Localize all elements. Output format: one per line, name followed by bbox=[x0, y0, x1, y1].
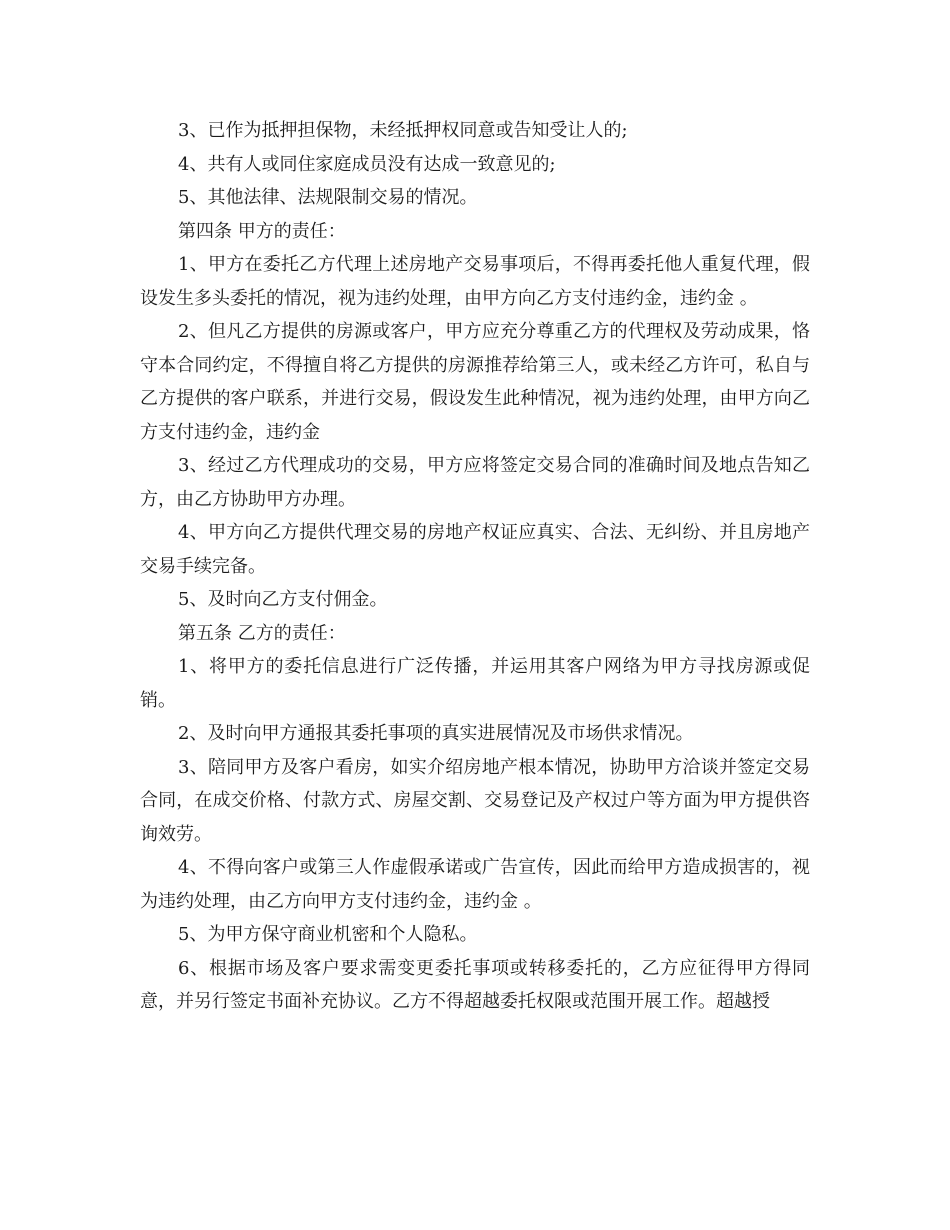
paragraph-party-b-6: 6、根据市场及客户要求需变更委托事项或转移委托的，乙方应征得甲方得同意，并另行签定书面补充协议。乙方不得超越委托权限或范围开展工作。超越授 bbox=[140, 957, 810, 1012]
section-heading-article-5: 第五条 乙方的责任： bbox=[178, 622, 346, 644]
section-heading-article-4: 第四条 甲方的责任： bbox=[178, 220, 346, 242]
paragraph-item-5: 5、其他法律、法规限制交易的情况。 bbox=[178, 187, 478, 208]
paragraph-party-a-4: 4、甲方向乙方提供代理交易的房地产权证应真实、合法、无纠纷、并且房地产交易手续完备。 bbox=[140, 522, 810, 577]
paragraph-party-b-3: 3、陪同甲方及客户看房，如实介绍房地产根本情况，协助甲方洽谈并签定交易合同，在成交价格、付款方式、房屋交割、交易登记及产权过户等方面为甲方提供咨询效劳。 bbox=[140, 756, 810, 845]
document-body bbox=[140, 114, 810, 1019]
paragraph-party-a-1: 1、甲方在委托乙方代理上述房地产交易事项后，不得再委托他人重复代理，假设发生多头委托的情况，视为违约处理，由甲方向乙方支付违约金，违约金 。 bbox=[140, 254, 810, 309]
paragraph-item-3: 3、已作为抵押担保物，未经抵押权同意或告知受让人的; bbox=[178, 120, 628, 141]
paragraph-party-a-3: 3、经过乙方代理成功的交易，甲方应将签定交易合同的准确时间及地点告知乙方，由乙方协助甲方办理。 bbox=[140, 455, 810, 510]
paragraph-party-b-2: 2、及时向甲方通报其委托事项的真实进展情况及市场供求情况。 bbox=[178, 723, 694, 744]
paragraph-party-b-4: 4、不得向客户或第三人作虚假承诺或广告宣传，因此而给甲方造成损害的，视为违约处理，由乙方向甲方支付违约金，违约金 。 bbox=[140, 857, 810, 912]
paragraph-party-b-1: 1、将甲方的委托信息进行广泛传播，并运用其客户网络为甲方寻找房源或促销。 bbox=[140, 656, 810, 711]
paragraph-item-4: 4、共有人或同住家庭成员没有达成一致意见的; bbox=[178, 153, 556, 175]
paragraph-party-b-5: 5、为甲方保守商业机密和个人隐私。 bbox=[178, 924, 478, 945]
paragraph-party-a-2: 2、但凡乙方提供的房源或客户，甲方应充分尊重乙方的代理权及劳动成果，恪守本合同约定，不得擅自将乙方提供的房源推荐给第三人，或未经乙方许可，私自与乙方提供的客户联系，并进行交易，假设发生此种情况，视为违约处理，由甲方向乙方支付违约金，违约金 bbox=[140, 321, 810, 443]
paragraph-party-a-5: 5、及时向乙方支付佣金。 bbox=[178, 589, 388, 610]
